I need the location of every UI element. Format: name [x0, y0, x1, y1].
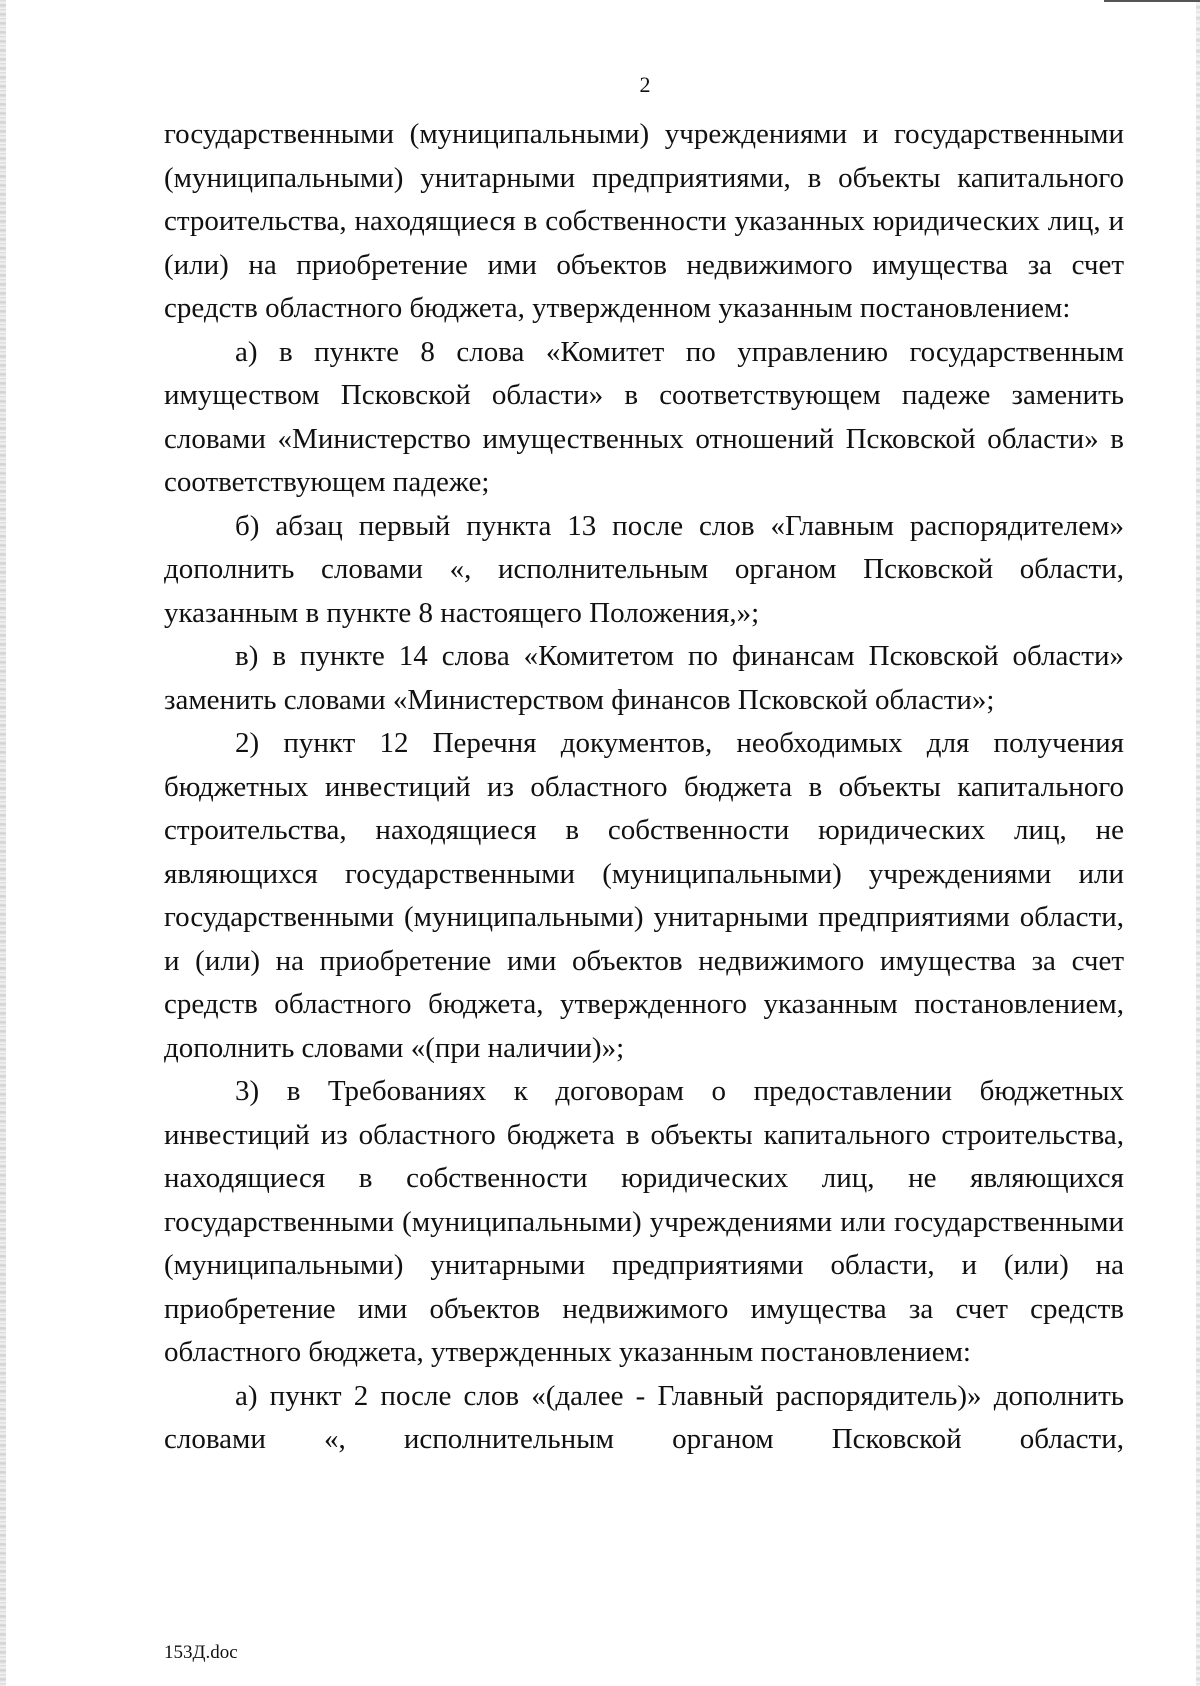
paragraph-item-2: 2) пункт 12 Перечня документов, необходимых для получения бюджетных инвестиций из областного бюджета в объекты капитального строительства, находящиеся в собственности юридических лиц, не являющихся государственными (муниципальными) учреждениями или государственными (муниципальными) унитарными предприятиями области, и (или) на приобретение ими объектов недвижимого имущества за счет средств областного бюджета, утвержденного указанным постановлением, дополнить словами «(при наличии)»;	[164, 727, 1124, 1064]
paragraph-item-3: 3) в Требованиях к договорам о предоставлении бюджетных инвестиций из областного бюджета в объекты капитального строительства, находящиеся в собственности юридических лиц, не являющихся государственными (муниципальными) учреждениями или государственными (муниципальными) унитарными предприятиями области, и (или) на приобретение ими объектов недвижимого имущества за счет средств областного бюджета, утвержденных указанным постановлением:	[164, 1075, 1124, 1368]
paragraph-item-1a: а) в пункте 8 слова «Комитет по управлению государственным имуществом Псковской области» в соответствующем падеже заменить словами «Министерство имущественных отношений Псковской области» в соответствующем падеже;	[164, 335, 1124, 498]
document-body	[164, 113, 1124, 1462]
scan-edge-left	[0, 0, 6, 1686]
paragraph-item-3a: а) пункт 2 после слов «(далее - Главный распорядитель)» дополнить словами «, исполнительным органом Псковской области,	[164, 1379, 1124, 1455]
page-number: 2	[639, 72, 651, 97]
paragraph-item-1v: в) в пункте 14 слова «Комитетом по финансам Псковской области» заменить словами «Министерством финансов Псковской области»;	[164, 640, 1124, 716]
footer-filename: 153Д.doc	[164, 1642, 238, 1663]
paragraph-item-1b: б) абзац первый пункта 13 после слов «Главным распорядителем» дополнить словами «, исполнительным органом Псковской области, указанным в пункте 8 настоящего Положения,»;	[164, 509, 1124, 629]
scan-corner-mark	[1104, 0, 1200, 2]
scan-edge-right	[1196, 0, 1200, 1686]
paragraph-continuation: государственными (муниципальными) учреждениями и государственными (муниципальными) унитарными предприятиями, в объекты капитального строительства, находящиеся в собственности указанных юридических лиц, и (или) на приобретение ими объектов недвижимого имущества за счет средств областного бюджета, утвержденном указанным постановлением:	[164, 118, 1124, 324]
